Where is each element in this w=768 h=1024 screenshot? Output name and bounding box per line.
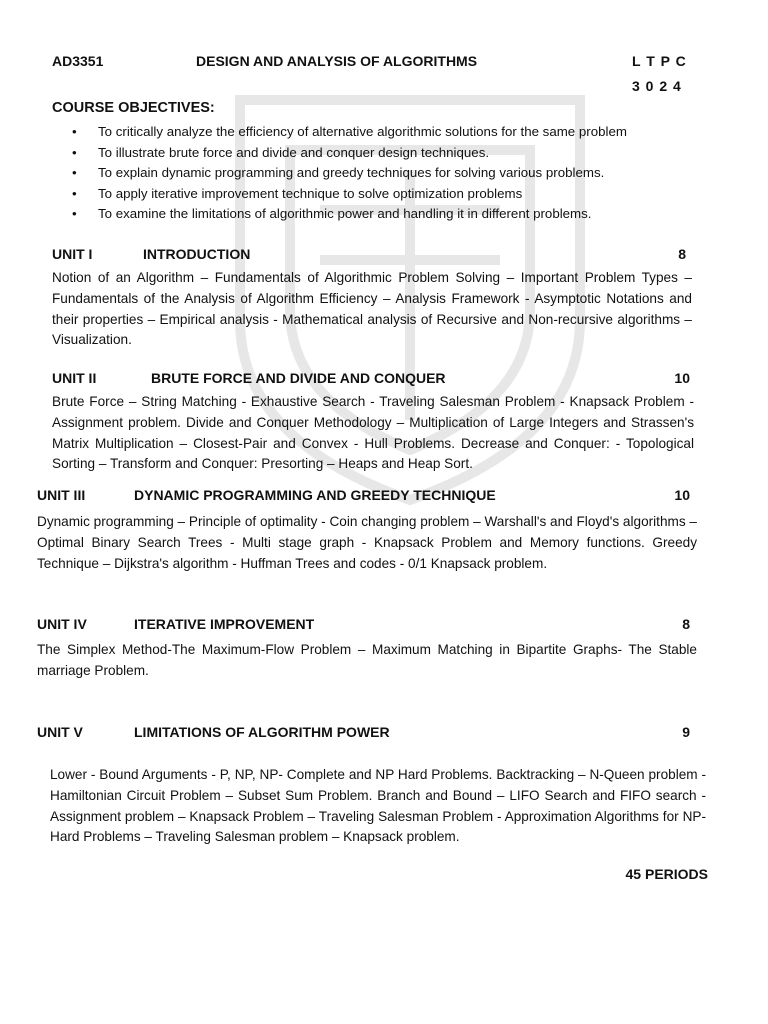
course-code: AD3351 [52, 53, 104, 69]
objective-item: • To explain dynamic programming and greedy techniques for solving various problems. [72, 163, 712, 184]
ltpc-values: 3 0 2 4 [632, 78, 682, 94]
total-periods: 45 PERIODS [625, 866, 708, 882]
course-title: DESIGN AND ANALYSIS OF ALGORITHMS [196, 53, 478, 69]
unit-5-content: Lower - Bound Arguments - P, NP, NP- Complete and NP Hard Problems. Backtracking – N-Queen problem - Hamiltonian Circuit Problem – Subset Sum Problem. Branch and Bound – LIFO Search and FIFO search - Assignment problem – Knapsack Problem – Traveling Salesman Problem - Approximation Algorithms for NP-Hard Problems – Traveling Salesman problem – Knapsack problem. [50, 767, 706, 845]
unit-number: UNIT I [52, 246, 93, 262]
objective-item: • To illustrate brute force and divide and conquer design techniques. [72, 143, 712, 164]
unit-title: DYNAMIC PROGRAMMING AND GREEDY TECHNIQUE [134, 487, 496, 503]
ltpc-label: L T P C [632, 53, 687, 69]
unit-hours: 10 [674, 487, 690, 503]
unit-title: ITERATIVE IMPROVEMENT [134, 616, 315, 632]
objectives-heading: COURSE OBJECTIVES: [52, 100, 215, 116]
unit-number: UNIT III [37, 487, 86, 503]
bullet-icon: • [72, 144, 77, 160]
unit-3-content: Dynamic programming – Principle of optimality - Coin changing problem – Warshall's and Floyd's algorithms – Optimal Binary Search Trees - Multi stage graph - Knapsack Problem and Memory functions. Greedy Technique – Dijkstra's algorithm - Huffman Trees and codes - 0/1 Knapsack problem. [37, 514, 697, 571]
objective-item: • To apply iterative improvement technique to solve optimization problems [72, 184, 712, 205]
objective-item: • To examine the limitations of algorithmic power and handling it in different problems. [72, 204, 712, 225]
unit-title: LIMITATIONS OF ALGORITHM POWER [134, 724, 390, 740]
objectives-list [72, 122, 712, 225]
bullet-icon: • [72, 124, 77, 139]
unit-4-content: The Simplex Method-The Maximum-Flow Problem – Maximum Matching in Bipartite Graphs- The Stable marriage Problem. [37, 642, 697, 678]
unit-1-content: Notion of an Algorithm – Fundamentals of Algorithmic Problem Solving – Important Problem Types –Fundamentals of the Analysis of Algorithm Efficiency – Analysis Framework - Asymptotic Notations and their properties – Empirical analysis - Mathematical analysis of Recursive and Non-recursive algorithms – Visualization. [52, 270, 692, 348]
bullet-icon: • [72, 185, 77, 201]
unit-hours: 8 [682, 616, 690, 632]
unit-title: INTRODUCTION [143, 246, 251, 262]
unit-number: UNIT II [52, 370, 97, 386]
unit-number: UNIT V [37, 724, 83, 740]
unit-hours: 10 [674, 370, 690, 386]
unit-2-content: Brute Force – String Matching - Exhaustive Search - Traveling Salesman Problem - Knapsack Problem - Assignment problem. Divide and Conquer Methodology – Multiplication of Large Integers and Strassen's Matrix Multiplication – Closest-Pair and Convex - Hull Problems. Decrease and Conquer: - Topological Sorting – Transform and Conquer: Presorting – Heaps and Heap Sort. [52, 394, 694, 472]
objective-item: • To critically analyze the efficiency of alternative algorithmic solutions for the same problem [72, 122, 712, 143]
unit-title: BRUTE FORCE AND DIVIDE AND CONQUER [151, 370, 446, 386]
unit-hours: 9 [682, 724, 690, 740]
bullet-icon: • [72, 165, 77, 180]
unit-hours: 8 [678, 246, 686, 262]
unit-number: UNIT IV [37, 616, 87, 632]
bullet-icon: • [72, 206, 77, 221]
